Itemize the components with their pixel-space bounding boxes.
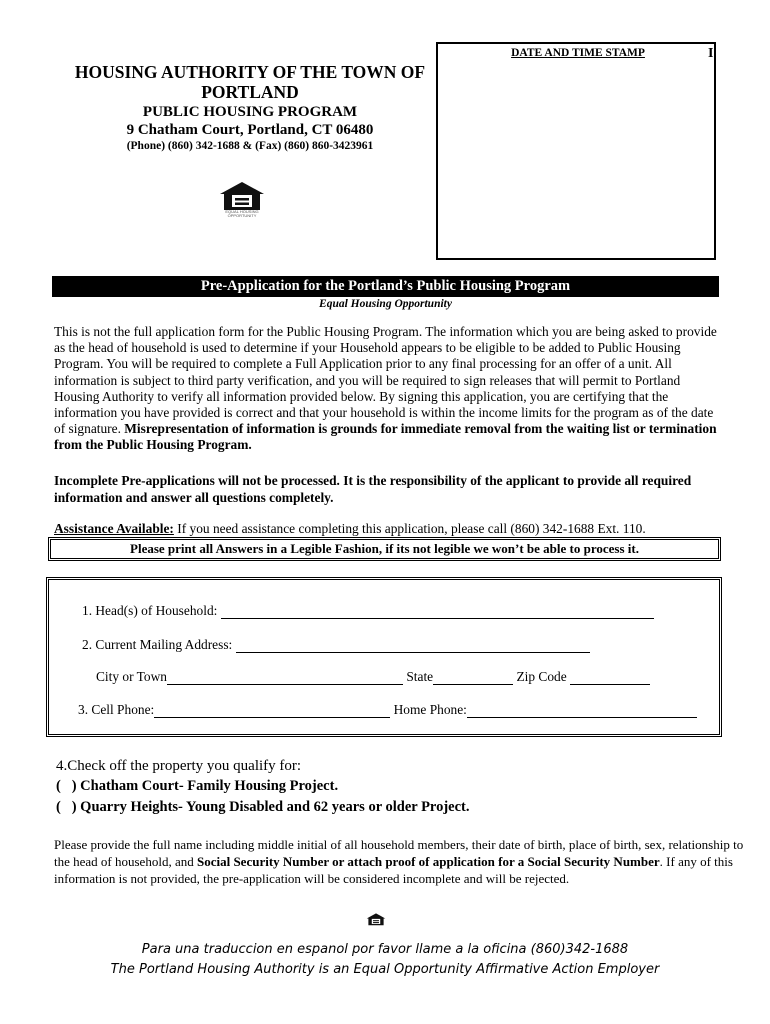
- state-field[interactable]: [433, 670, 513, 685]
- footer-equal-housing-icon: [365, 910, 387, 938]
- household-instructions: [54, 836, 744, 887]
- city-state-zip-row: [96, 669, 650, 685]
- legible-notice-box: [48, 537, 721, 561]
- zip-field[interactable]: [570, 670, 650, 685]
- home-phone-label: Home Phone:: [393, 702, 467, 717]
- city-field[interactable]: [167, 670, 403, 685]
- form-title-banner: Pre-Application for the Portland’s Public Housing Program: [52, 276, 719, 297]
- property-option-chatham[interactable]: [56, 778, 338, 795]
- head-of-household-label: 1. Head(s) of Household:: [82, 603, 218, 618]
- agency-phone-fax: (Phone) (860) 342-1688 & (Fax) (860) 860-3423961: [126, 140, 374, 152]
- assistance-line: [54, 521, 734, 537]
- eho-logo-text: EQUAL HOUSING OPPORTUNITY: [225, 209, 259, 218]
- incomplete-notice: Incomplete Pre-applications will not be processed. It is the responsibility of the applicant to provide all required information and answer all questions completely.: [54, 473, 692, 505]
- date-time-stamp-box[interactable]: [436, 42, 716, 260]
- eoe-statement: The Portland Housing Authority is an Equal Opportunity Affirmative Action Employer: [110, 962, 660, 977]
- head-of-household-row: [82, 603, 654, 619]
- mailing-address-field[interactable]: [236, 638, 590, 653]
- checkbox-quarry[interactable]: ( ): [56, 799, 77, 815]
- checkbox-chatham[interactable]: ( ): [56, 778, 77, 794]
- form-subtitle: Equal Housing Opportunity: [319, 298, 452, 310]
- program-name: PUBLIC HOUSING PROGRAM: [142, 104, 358, 120]
- state-label: State: [406, 669, 434, 684]
- household-text-bold: Social Security Number or attach proof of application for a Social Security Number: [196, 854, 660, 869]
- cell-phone-field[interactable]: [154, 703, 390, 718]
- stamp-label: DATE AND TIME STAMP: [511, 47, 645, 59]
- assistance-label: Assistance Available:: [54, 521, 174, 536]
- city-label: City or Town: [96, 669, 167, 684]
- head-of-household-field[interactable]: [221, 604, 654, 619]
- intro-bold-text: Misrepresentation of information is grounds for immediate removal from the waiting list or termination from the Public Housing Program.: [54, 421, 717, 453]
- agency-title-line2: PORTLAND: [201, 82, 299, 102]
- agency-title-line1: HOUSING AUTHORITY OF THE TOWN OF: [74, 62, 426, 82]
- agency-title: [40, 62, 460, 102]
- intro-text: This is not the full application form for the Public Housing Program. The information which you are being asked to provide as the head of household is used to determine if your Household appears to be eligible to be added to Public Housing Program. You will be required to complete a Full Application prior to any final processing for an offer of a unit. All information is subject to third party verification, and you will be required to sign releases that will permit to Portland Housing Authority to verify all information provided below. By signing this application, you are certifying that the information you have provided is correct and that your household is within the income limits for the program as of the date of signature.: [54, 324, 717, 437]
- property-question: 4.Check off the property you qualify for:: [56, 758, 302, 774]
- agency-address: 9 Chatham Court, Portland, CT 06480: [126, 122, 374, 138]
- household-text-a: Please provide the full name including middle initial of all household members, their date of birth, place of birth, sex, relationship to the head of household, and: [54, 837, 744, 869]
- phone-row: [78, 702, 697, 718]
- zip-label: Zip Code: [516, 669, 567, 684]
- stamp-corner-mark: I: [708, 46, 714, 61]
- cell-phone-label: 3. Cell Phone:: [78, 702, 155, 717]
- equal-housing-icon: [216, 180, 268, 220]
- household-text-b: . If any of this information is not provided, the pre-application will be considered incomplete and will be rejected.: [54, 854, 733, 886]
- mailing-address-row: [82, 637, 590, 653]
- assistance-text: If you need assistance completing this application, please call (860) 342-1688 Ext. 110.: [173, 521, 646, 536]
- property-option-quarry[interactable]: [56, 799, 470, 816]
- home-phone-field[interactable]: [467, 703, 697, 718]
- legible-notice: Please print all Answers in a Legible Fashion, if its not legible we won’t be able to process it.: [130, 541, 639, 556]
- property-option-chatham-label: Chatham Court- Family Housing Project.: [80, 778, 339, 794]
- mailing-address-label: 2. Current Mailing Address:: [82, 637, 233, 652]
- intro-paragraph: [54, 324, 726, 454]
- property-option-quarry-label: Quarry Heights- Young Disabled and 62 years or older Project.: [80, 799, 470, 815]
- spanish-translation-note: Para una traduccion en espanol por favor llame a la oficina (860)342-1688: [141, 942, 629, 957]
